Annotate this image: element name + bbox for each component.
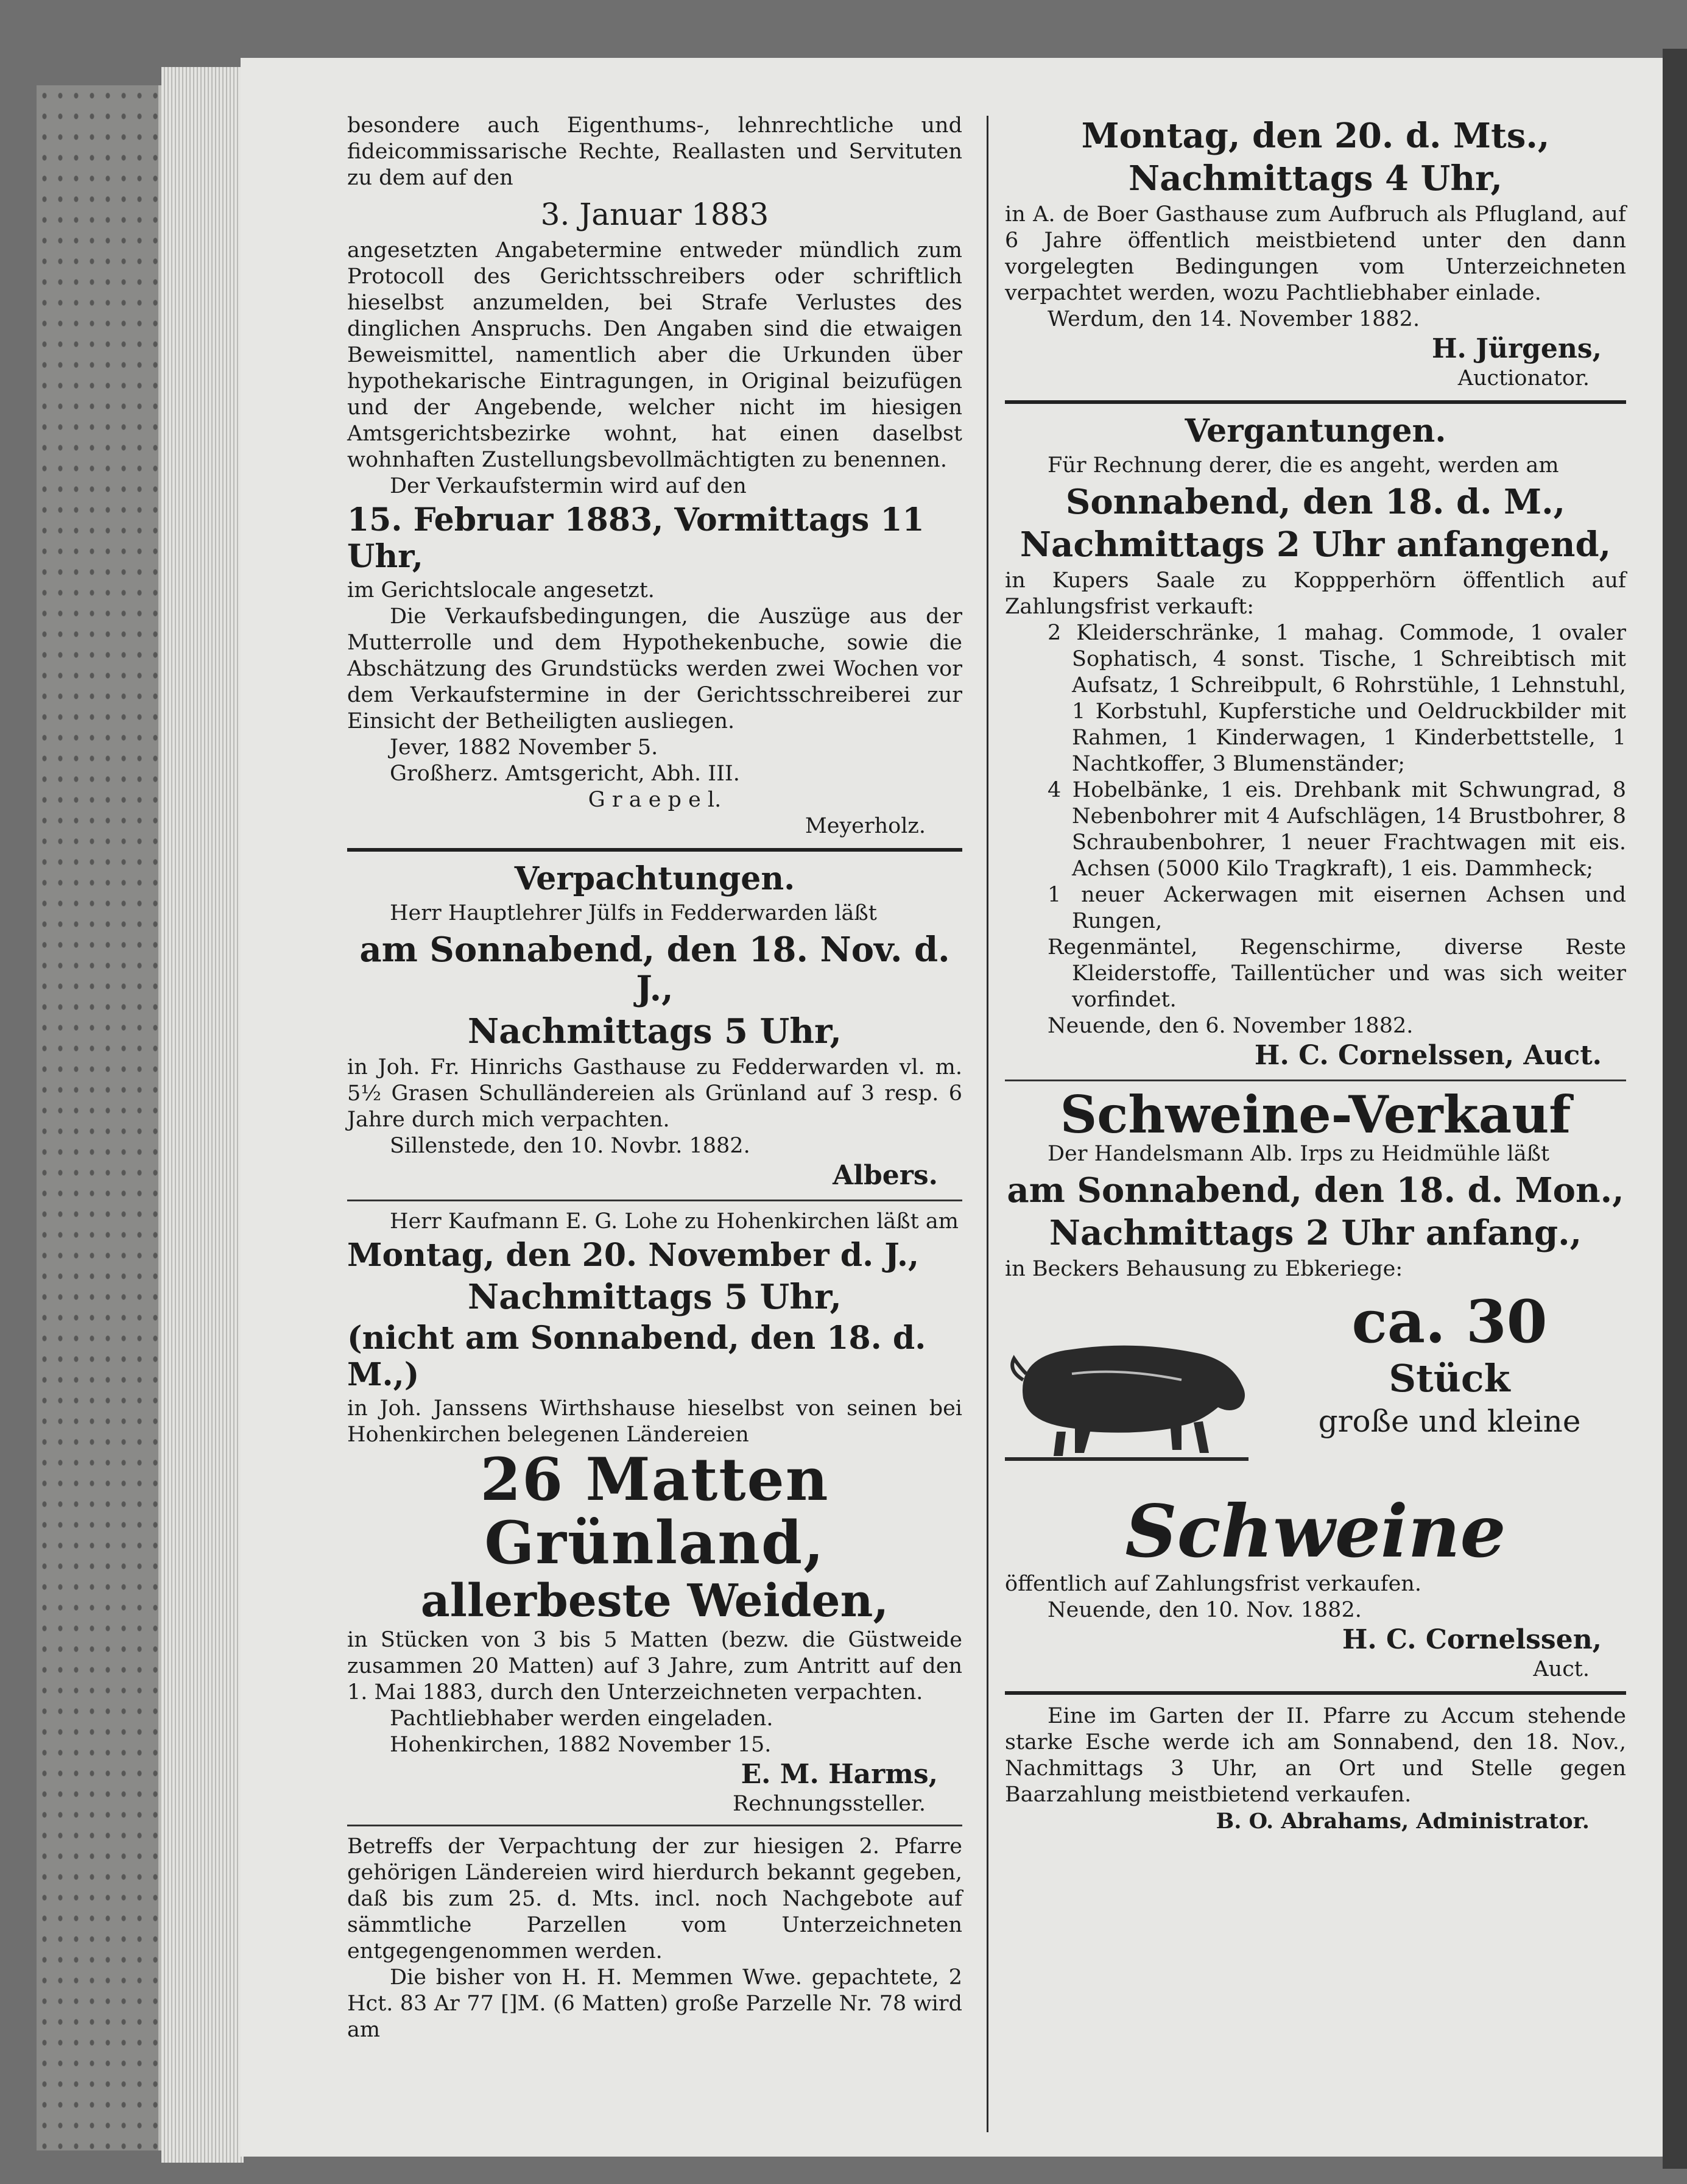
clerk-name: Meyerholz.: [805, 814, 926, 838]
text-block: im Gerichtslocale angesetzt.: [347, 578, 655, 603]
time-heading: Nachmittags 4 Uhr,: [1129, 158, 1502, 199]
place-date: Sillenstede, den 10. Novbr. 1882.: [390, 1134, 750, 1158]
list-item: 2 Kleiderschränke, 1 mahag. Commode, 1 ovaler Sophatisch, 4 sonst. Tische, 1 Schreibtisch mit Aufsatz, 1 Schreibpult, 6 Rohrstühle, 1 Lehnstuhl, 1 Korbstuhl, Kupferstiche und Oeldruckbilder mit Rahmen, 1 Kinderwagen, 1 Kinderbettstelle, 1 Nachtkoffer, 3 Blumenständer;: [1048, 621, 1626, 776]
text-block: in Stücken von 3 bis 5 Matten (bezw. die Güstweide zusammen 20 Matten) auf 3 Jahre, zum Antritt auf den 1. Mai 1883, durch den Unterzeichneten verpachten.: [347, 1628, 962, 1705]
role: Auctionator.: [1457, 366, 1590, 391]
text-block: angesetzten Angabetermine entweder mündlich zum Protocoll des Gerichtsschreibers oder schriftlich hieselbst anzumelden, bei Strafe Verlustes des dinglichen Anspruchs. Den Angaben sind die etwaigen Beweismittel, namentlich aber die Urkunden über hypothekarische Eintragungen, in Original beizufügen und der Angebende, welcher nicht im hiesigen Amtsgerichtsbezirke wohnt, hat einen daselbst wohnhaften Zustellungsbevollmächtigten zu benennen.: [347, 238, 962, 472]
book-edge: [37, 85, 166, 2150]
speckle-texture: [37, 85, 158, 2150]
text-block: Eine im Garten der II. Pfarre zu Accum stehende starke Esche werde ich am Sonnabend, den 18. Nov., Nachmittags 3 Uhr, an Ort und Stelle gegen Baarzahlung meistbietend verkaufen.: [1005, 1704, 1626, 1807]
text-block: Der Handelsmann Alb. Irps zu Heidmühle läßt: [1048, 1142, 1550, 1166]
text-block: Pachtliebhaber werden eingeladen.: [390, 1706, 773, 1731]
list-item: 1 neuer Ackerwagen mit eisernen Achsen und Rungen,: [1048, 883, 1626, 933]
text-block: Der Verkaufstermin wird auf den: [390, 474, 747, 498]
section-heading: Verpachtungen.: [514, 860, 795, 897]
time-heading: Nachmittags 5 Uhr,: [468, 1011, 842, 1051]
next-page-edge: [1663, 49, 1687, 2169]
signature: G r a e p e l.: [588, 788, 722, 812]
signature: H. C. Cornelssen,: [1342, 1624, 1602, 1655]
text-block: Herr Kaufmann E. G. Lohe zu Hohenkirchen läßt am: [390, 1209, 959, 1234]
signature: E. M. Harms,: [741, 1759, 938, 1790]
pig-ad: [1005, 1288, 1626, 1490]
headline-weiden: allerbeste Weiden,: [420, 1575, 889, 1627]
date-heading: 3. Januar 1883: [540, 197, 769, 232]
ad-rule: [1005, 1080, 1626, 1081]
place-date: Neuende, den 10. Nov. 1882.: [1048, 1598, 1362, 1622]
text-block: Für Rechnung derer, die es angeht, werden am: [1048, 453, 1559, 478]
text-block: Herr Hauptlehrer Jülfs in Fedderwarden läßt: [390, 901, 877, 925]
place-date: Hohenkirchen, 1882 November 15.: [390, 1733, 772, 1757]
ad-rule: [347, 1200, 962, 1201]
text-block: in A. de Boer Gasthause zum Aufbruch als Pflugland, auf 6 Jahre öffentlich meistbietend unter den dann vorgelegten Bedingungen vom Unterzeichneten verpachtet werden, wozu Pachtliebhaber einlade.: [1005, 202, 1626, 305]
date-heading: am Sonnabend, den 18. Nov. d. J.,: [359, 930, 950, 1009]
page-leaves: [161, 67, 244, 2163]
text-block: in Joh. Fr. Hinrichs Gasthause zu Fedderwarden vl. m. 5½ Grasen Schulländereien als Grünland auf 3 resp. 6 Jahre durch mich verpachten.: [347, 1055, 962, 1132]
note-heading: (nicht am Sonnabend, den 18. d. M.,): [347, 1320, 926, 1393]
headline-schweine: Schweine: [1125, 1489, 1506, 1574]
text-block: in Beckers Behausung zu Ebkeriege:: [1005, 1257, 1403, 1281]
list-item: 4 Hobelbänke, 1 eis. Drehbank mit Schwungrad, 8 Nebenbohrer mit 4 Aufschlägen, 14 Brustbohrer, 8 Schraubenbohrer, 1 neuer Frachtwagen mit eis. Achsen (5000 Kilo Tragkraft), 1 eis. Dammheck;: [1048, 778, 1626, 881]
right-column: [1005, 113, 1626, 1834]
ad-rule: [347, 1825, 962, 1826]
section-rule: [1005, 1691, 1626, 1695]
place-date: Neuende, den 6. November 1882.: [1048, 1014, 1414, 1038]
place-date: Werdum, den 14. November 1882.: [1048, 307, 1420, 331]
quantity: ca. 30: [1351, 1287, 1548, 1356]
date-heading: Montag, den 20. November d. J.,: [347, 1237, 920, 1274]
column-divider: [987, 116, 988, 2132]
role: Rechnungssteller.: [732, 1792, 926, 1816]
pig-illustration: [999, 1307, 1255, 1465]
date-heading: am Sonnabend, den 18. d. Mon.,: [1007, 1170, 1624, 1210]
signature: B. O. Abrahams, Administrator.: [1216, 1809, 1590, 1834]
item-list: [1005, 620, 1626, 1013]
signature: Albers.: [833, 1160, 938, 1191]
text-block: öffentlich auf Zahlungsfrist verkaufen.: [1005, 1572, 1421, 1596]
date-heading: Sonnabend, den 18. d. M.,: [1065, 482, 1566, 522]
signature: H. Jürgens,: [1431, 333, 1602, 364]
signature: H. C. Cornelssen, Auct.: [1254, 1040, 1602, 1071]
text-block: besondere auch Eigenthums-, lehnrechtliche und fideicommissarische Rechte, Reallasten und Servituten zu dem auf den: [347, 113, 962, 190]
section-heading: Vergantungen.: [1185, 412, 1446, 450]
pig-ad-text: [1267, 1288, 1632, 1441]
size-note: große und kleine: [1318, 1404, 1581, 1439]
text-block: in Joh. Janssens Wirthshause hieselbst von seinen bei Hohenkirchen belegenen Ländereien: [347, 1396, 962, 1447]
list-item: Regenmäntel, Regenschirme, diverse Reste Kleiderstoffe, Taillentücher und was sich weiter vorfindet.: [1048, 935, 1626, 1012]
time-heading: Nachmittags 2 Uhr anfangend,: [1020, 525, 1611, 565]
text-block: Die bisher von H. H. Memmen Wwe. gepachtete, 2 Hct. 83 Ar 77 []M. (6 Matten) große Parzelle Nr. 78 wird am: [347, 1965, 962, 2042]
headline-grunland: 26 Matten Grünland,: [480, 1445, 829, 1577]
text-block: in Kupers Saale zu Koppperhörn öffentlich auf Zahlungsfrist verkauft:: [1005, 568, 1626, 619]
section-rule: [347, 848, 962, 852]
place-date: Jever, 1882 November 5.: [390, 735, 658, 760]
headline-schweine-verkauf: Schweine-Verkauf: [1060, 1084, 1571, 1145]
time-heading: Nachmittags 5 Uhr,: [468, 1277, 842, 1317]
unit: Stück: [1389, 1356, 1510, 1401]
date-heading: 15. Februar 1883, Vormittags 11 Uhr,: [347, 501, 925, 575]
text-block: Die Verkaufsbedingungen, die Auszüge aus der Mutterrolle und dem Hypothekenbuche, sowie die Abschätzung des Grundstücks werden zwei Wochen vor dem Verkaufstermine in der Gerichtsschreiberei zur Einsicht der Betheiligten ausliegen.: [347, 604, 962, 733]
text-block: Betreffs der Verpachtung der zur hiesigen 2. Pfarre gehörigen Ländereien wird hierdurch bekannt gegeben, daß bis zum 25. d. Mts. incl. noch Nachgebote auf sämmtliche Parzellen vom Unterzeichneten entgegengenommen werden.: [347, 1834, 962, 1963]
section-rule: [1005, 400, 1626, 404]
left-column: [347, 113, 962, 2043]
court-name: Großherz. Amtsgericht, Abh. III.: [390, 762, 740, 786]
date-heading: Montag, den 20. d. Mts.,: [1081, 116, 1550, 156]
time-heading: Nachmittags 2 Uhr anfang.,: [1049, 1213, 1582, 1253]
role: Auct.: [1533, 1657, 1590, 1681]
